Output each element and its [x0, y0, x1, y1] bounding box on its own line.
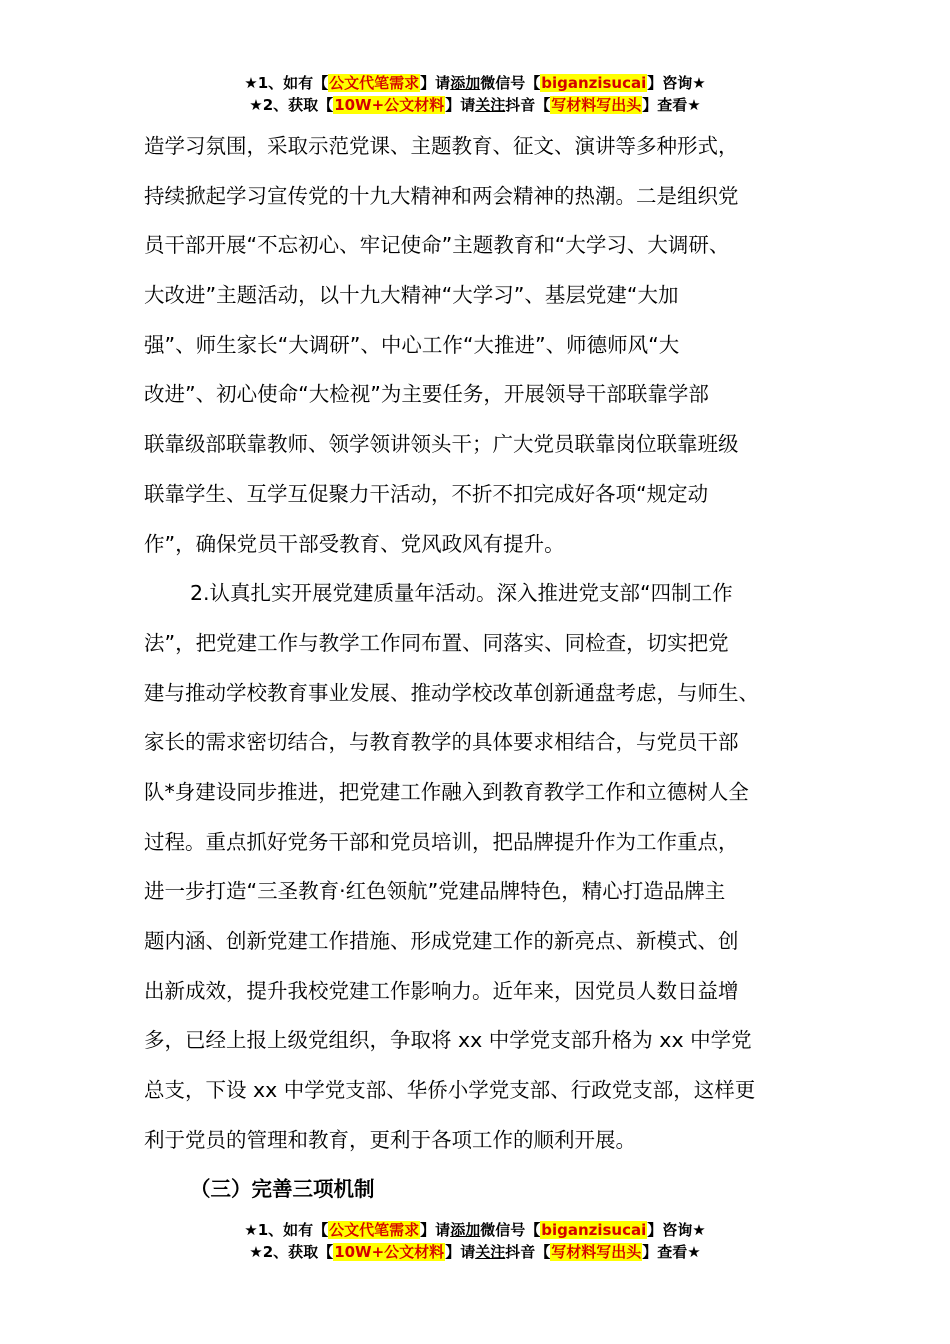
wechat-id-highlight: biganzisucai: [541, 1221, 647, 1239]
body-line: 家长的需求密切结合，与教育教学的具体要求相结合，与党员干部: [144, 730, 739, 755]
promo-underline: 添加: [450, 1221, 481, 1239]
promo-text: 】请: [420, 1221, 451, 1239]
promo-text: ★1、如有【: [244, 1221, 329, 1239]
promo-text: 】咨询★: [647, 74, 706, 92]
body-line: 造学习氛围，采取示范党课、主题教育、征文、演讲等多种形式，: [144, 134, 739, 158]
body-line: 多，已经上报上级党组织，争取将 xx 中学党支部升格为 xx 中学党: [144, 1028, 752, 1053]
body-line: 过程。重点抓好党务干部和党员培训，把品牌提升作为工作重点，: [144, 829, 739, 854]
body-line: 作”，确保党员干部受教育、党风政风有提升。: [144, 531, 565, 556]
promo-text: 】请: [445, 1243, 476, 1261]
promo-text: 】查看★: [642, 1243, 701, 1261]
body-line: 联靠级部联靠教师、领学领讲领头干；广大党员联靠岗位联靠班级: [144, 432, 739, 457]
promo-text: ★1、如有【: [244, 74, 329, 92]
body-line: 总支，下设 xx 中学党支部、华侨小学党支部、行政党支部，这样更: [144, 1078, 756, 1103]
promo-text: 】请: [420, 74, 451, 92]
promo-banner-top: [0, 72, 950, 116]
promo-text: 抖音【: [505, 96, 551, 114]
body-line: 法”，把党建工作与教学工作同布置、同落实、同检查，切实把党: [144, 630, 729, 655]
body-line: 题内涵、创新党建工作措施、形成党建工作的新亮点、新模式、创: [144, 929, 739, 953]
body-line: 队*身建设同步推进，把党建工作融入到教育教学工作和立德树人全: [144, 779, 749, 804]
promo-underline: 关注: [475, 96, 506, 114]
promo-text: 微信号【: [480, 1221, 541, 1239]
body-line: 进一步打造“三圣教育·红色领航”党建品牌特色，精心打造品牌主: [144, 879, 726, 904]
promo-text: ★2、获取【: [249, 1243, 334, 1261]
promo-highlight: 公文代笔需求: [329, 74, 420, 92]
promo-underline: 添加: [450, 74, 481, 92]
wechat-id-highlight: biganzisucai: [541, 74, 647, 92]
body-line: 改进”、初心使命“大检视”为主要任务，开展领导干部联靠学部: [144, 382, 709, 407]
promo-text: 抖音【: [505, 1243, 551, 1261]
promo-highlight: 10W+公文材料: [334, 1243, 445, 1261]
body-line: 利于党员的管理和教育，更利于各项工作的顺利开展。: [144, 1127, 636, 1152]
promo-line-1: [0, 72, 950, 94]
body-line: 出新成效，提升我校党建工作影响力。近年来，因党员人数日益增: [144, 978, 739, 1003]
body-line: 强”、师生家长“大调研”、中心工作“大推进”、师德师风“大: [144, 332, 680, 357]
body-line: 联靠学生、互学互促聚力干活动，不折不扣完成好各项“规定动: [144, 481, 709, 506]
body-line: 大改进”主题活动，以十九大精神“大学习”、基层党建“大加: [144, 283, 679, 308]
body-line: 建与推动学校教育事业发展、推动学校改革创新通盘考虑，与师生、: [144, 680, 759, 705]
promo-text: 微信号【: [480, 74, 541, 92]
section-heading: （三）完善三项机制: [190, 1177, 375, 1202]
promo-line-2: [0, 1241, 950, 1263]
promo-underline: 关注: [475, 1243, 506, 1261]
promo-line-1: [0, 1219, 950, 1241]
paragraph-start-line: 2.认真扎实开展党建质量年活动。深入推进党支部“四制工作: [190, 581, 733, 606]
promo-text: 】请: [445, 96, 476, 114]
promo-highlight: 10W+公文材料: [334, 96, 445, 114]
body-line: 员干部开展“不忘初心、牢记使命”主题教育和“大学习、大调研、: [144, 233, 730, 258]
promo-text: 】咨询★: [647, 1221, 706, 1239]
promo-text: 】查看★: [642, 96, 701, 114]
document-body: [144, 122, 824, 1215]
promo-banner-bottom: [0, 1219, 950, 1263]
douyin-id-highlight: 写材料写出头: [551, 96, 642, 114]
douyin-id-highlight: 写材料写出头: [551, 1243, 642, 1261]
promo-highlight: 公文代笔需求: [329, 1221, 420, 1239]
promo-line-2: [0, 94, 950, 116]
body-line: 持续掀起学习宣传党的十九大精神和两会精神的热潮。二是组织党: [144, 183, 739, 208]
promo-text: ★2、获取【: [249, 96, 334, 114]
